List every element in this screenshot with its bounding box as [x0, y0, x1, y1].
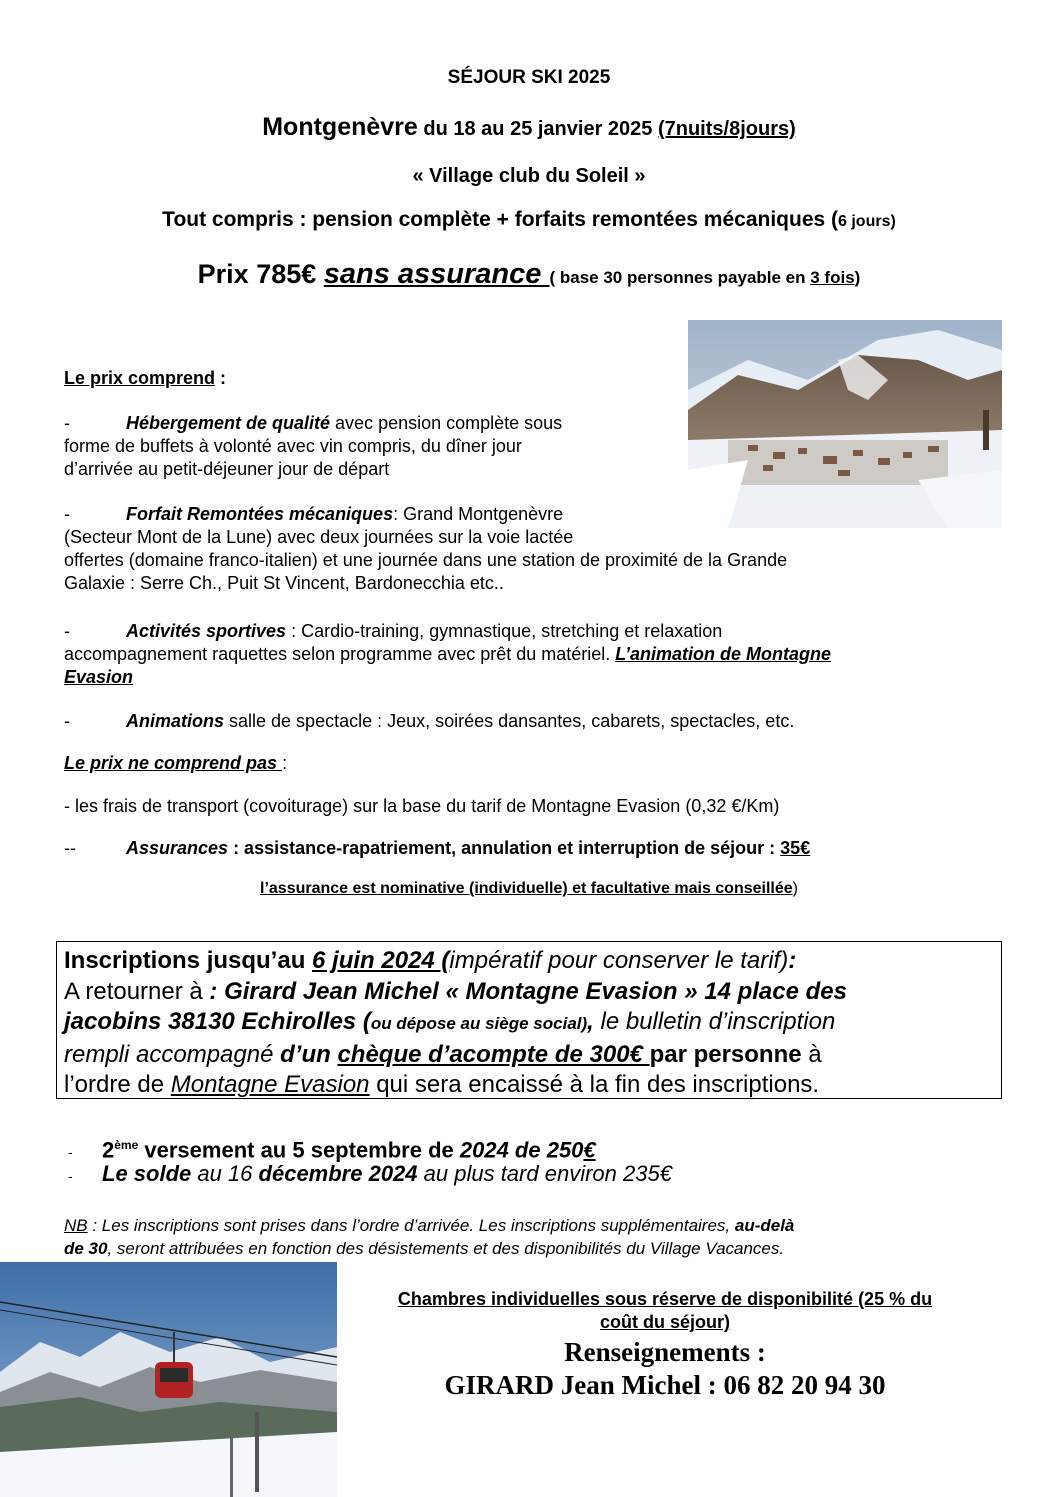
payment-balance: - Le solde au 16 décembre 2024 au plus tard environ 235€	[68, 1160, 672, 1190]
price-line	[0, 258, 1058, 291]
price-note: ( base 30 personnes payable en 3 fois)	[549, 268, 861, 287]
item-title: Forfait Remontées mécaniques	[126, 504, 394, 524]
list-dash: -	[64, 711, 70, 731]
mountain-village-photo	[688, 320, 1002, 528]
includes-item-accommodation: - Hébergement de qualité avec pension complète sous forme de buffets à volonté avec vin compris, du dîner jour d’arrivée au petit-déjeuner jour de départ	[64, 413, 563, 479]
all-inclusive-line	[0, 208, 1058, 232]
cable-car-photo	[0, 1262, 337, 1497]
insurance-note: l’assurance est nominative (individuelle) et facultative mais conseillée)	[260, 880, 798, 897]
excludes-insurance: -- Assurances : assistance-rapatriement, annulation et interruption de séjour : 35€	[64, 838, 811, 858]
contact-heading: Renseignements :	[564, 1337, 766, 1367]
list-dash: -	[64, 413, 70, 433]
destination-line	[0, 113, 1058, 142]
destination-name: Montgenèvre	[262, 113, 418, 141]
includes-item-sports: - Activités sportives : Cardio-training, gymnastique, stretching et relaxation accompagnement raquettes selon programme avec prêt du matériel. L’animation de Montagne Evasion	[64, 621, 831, 687]
page-title: SÉJOUR SKI 2025	[447, 67, 611, 88]
mailing-address: : Girard Jean Michel « Montagne Evasion » 14 place des	[209, 977, 847, 1005]
all-inclusive-days: 6 jours)	[838, 213, 896, 230]
deposit-amount: chèque d’acompte de 300€	[337, 1040, 650, 1068]
excludes-transport: - les frais de transport (covoiturage) sur la base du tarif de Montagne Evasion (0,32 €/Km)	[64, 796, 780, 816]
price-no-insurance: sans assurance	[323, 258, 550, 290]
item-title: Activités sportives	[126, 621, 287, 641]
all-inclusive-text: Tout compris : pension complète + forfaits remontées mécaniques (	[162, 208, 839, 231]
registration-deadline: 6 juin 2024 (	[312, 947, 450, 974]
includes-item-ski-pass: - Forfait Remontées mécaniques: Grand Montgenèvre (Secteur Mont de la Lune) avec deux journées sur la voie lactée offertes (domaine franco-italien) et une journée dans une station de proximité de la Grande Galaxie : Serre Ch., Puit St Vincent, Bardonecchia etc..	[64, 504, 788, 593]
item-title: Hébergement de qualité	[126, 413, 331, 433]
stay-duration: (7nuits/8jours)	[657, 118, 796, 140]
price-value: Prix 785€	[197, 259, 324, 289]
includes-item-entertainment: - Animations salle de spectacle : Jeux, soirées dansantes, cabarets, spectacles, etc.	[64, 711, 795, 731]
single-rooms-note: Chambres individuelles sous réserve de disponibilité (25 % du coût du séjour)	[397, 1289, 933, 1332]
registration-text: Inscriptions jusqu’au 6 juin 2024 (impératif pour conserver le tarif): A retourner à : Girard Jean Michel « Montagne Evasion » 14 place des jacobins 38130 Echirolles (ou dépose au siège social), le bulletin d’inscription rempli accompagné d’un chèque d’acompte de 300€ par personne à l’ordre de Montagne Evasion qui sera encaissé à la fin des inscriptions.	[64, 947, 847, 1098]
mountain-village-illustration	[688, 320, 1002, 528]
insurance-price: 35€	[780, 838, 811, 858]
cable-car-illustration	[0, 1262, 337, 1497]
village-name: « Village club du Soleil »	[412, 165, 646, 187]
excludes-heading: Le prix ne comprend pas :	[64, 753, 288, 773]
list-dash: -	[68, 1144, 73, 1161]
item-title: Animations	[126, 711, 225, 731]
payment-second: - 2ème versement au 5 septembre de 2024 de 250€	[68, 1131, 596, 1166]
list-dash: -	[64, 504, 70, 524]
item-title: Assurances	[126, 838, 229, 858]
nb-note: NB : Les inscriptions sont prises dans l’ordre d’arrivée. Les inscriptions supplémentaires, au-delà de 30, seront attribuées en fonction des désistements et des disponibilités du Village Vacances.	[64, 1216, 795, 1258]
animation-link: L’animation de Montagne	[615, 644, 831, 664]
contact-person: GIRARD Jean Michel : 06 82 20 94 30	[444, 1370, 886, 1400]
list-dash: -	[64, 621, 70, 641]
list-dash: -	[68, 1168, 73, 1184]
includes-heading: Le prix comprend :	[64, 368, 227, 388]
payee-name: Montagne Evasion	[170, 1071, 370, 1098]
stay-dates: du 18 au 25 janvier 2025	[417, 118, 658, 140]
list-dash: --	[64, 838, 76, 858]
